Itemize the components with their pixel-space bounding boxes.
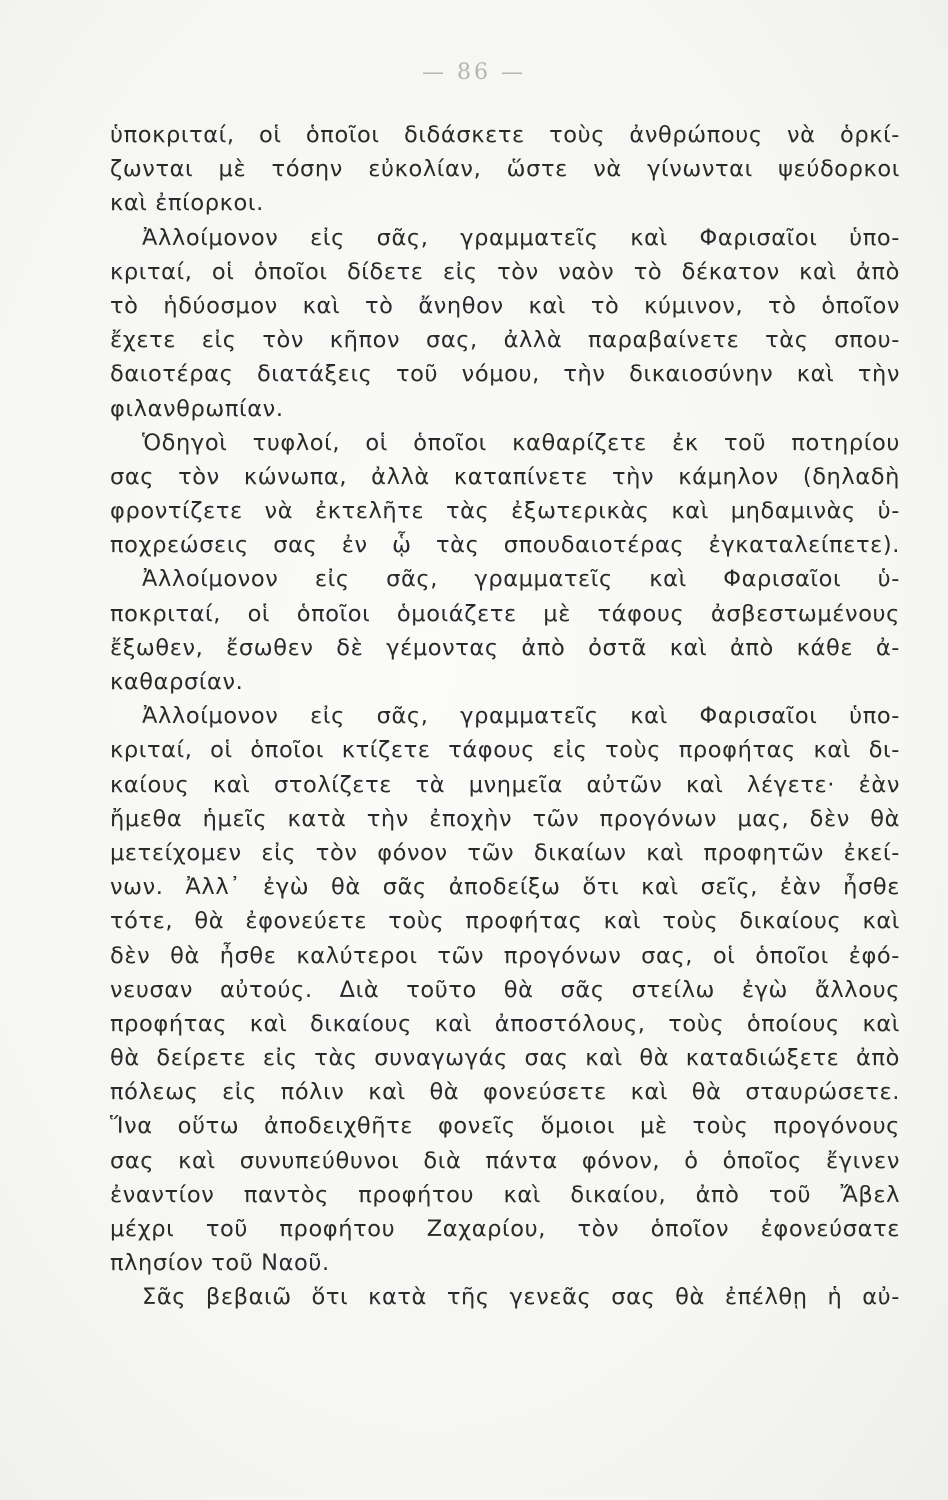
text-line: Ἀλλοίμονον εἰς σᾶς, γραμματεῖς καὶ Φαρισαῖοι ὑπο- xyxy=(142,703,900,730)
text-line: ἔχετε εἰς τὸν κῆπον σας, ἀλλὰ παραβαίνετε τὰς σπου- xyxy=(110,327,900,354)
text-line: καὶ ἐπίορκοι. xyxy=(110,190,264,217)
text-line: καίους καὶ στολίζετε τὰ μνημεῖα αὐτῶν καὶ λέγετε· ἐὰν xyxy=(110,771,900,798)
text-line: Σᾶς βεβαιῶ ὅτι κατὰ τῆς γενεᾶς σας θὰ ἐπέλθῃ ἡ αὐ- xyxy=(142,1284,900,1311)
text-line: ποκριταί, οἱ ὁποῖοι ὁμοιάζετε μὲ τάφους ἀσβεστωμένους xyxy=(110,600,900,627)
text-line: κριταί, οἱ ὁποῖοι κτίζετε τάφους εἰς τοὺς προφήτας καὶ δι- xyxy=(110,737,900,764)
text-line: νων. Ἀλλ᾿ ἐγὼ θὰ σᾶς ἀποδείξω ὅτι καὶ σεῖς, ἐὰν ἦσθε xyxy=(110,874,900,901)
text-line: ποχρεώσεις σας ἐν ᾧ τὰς σπουδαιοτέρας ἐγκαταλείπετε). xyxy=(110,532,900,559)
text-line: κριταί, οἱ ὁποῖοι δίδετε εἰς τὸν ναὸν τὸ δέκατον καὶ ἀπὸ xyxy=(110,258,900,285)
text-line: φροντίζετε νὰ ἐκτελῆτε τὰς ἐξωτερικὰς καὶ μηδαμινὰς ὑ- xyxy=(110,498,900,525)
text-line: νευσαν αὐτούς. Διὰ τοῦτο θὰ σᾶς στείλω ἐγὼ ἄλλους xyxy=(110,976,900,1003)
text-line: ἔξωθεν, ἔσωθεν δὲ γέμοντας ἀπὸ ὀστᾶ καὶ ἀπὸ κάθε ἀ- xyxy=(110,634,900,661)
text-line: θὰ δείρετε εἰς τὰς συναγωγάς σας καὶ θὰ καταδιώξετε ἀπὸ xyxy=(110,1045,900,1072)
text-line: μέχρι τοῦ προφήτου Ζαχαρίου, τὸν ὁποῖον ἐφονεύσατε xyxy=(110,1216,900,1242)
text-line: δὲν θὰ ἦσθε καλύτεροι τῶν προγόνων σας, οἱ ὁποῖοι ἐφό- xyxy=(110,942,900,969)
text-line: Ἀλλοίμονον εἰς σᾶς, γραμματεῖς καὶ Φαρισαῖοι ὑπο- xyxy=(142,224,900,251)
text-line: ἐναντίον παντὸς προφήτου καὶ δικαίου, ἀπὸ τοῦ Ἄβελ xyxy=(110,1181,900,1208)
text-line: Ὁδηγοὶ τυφλοί, οἱ ὁποῖοι καθαρίζετε ἐκ τοῦ ποτηρίου xyxy=(142,429,900,456)
text-line: τὸ ἡδύοσμον καὶ τὸ ἄνηθον καὶ τὸ κύμινον, τὸ ὁποῖον xyxy=(110,292,900,319)
page-number: — 86 — xyxy=(422,60,526,85)
text-line: φιλανθρωπίαν. xyxy=(110,395,284,422)
text-line: πλησίον τοῦ Ναοῦ. xyxy=(110,1250,330,1277)
text-line: Ἵνα οὕτω ἀποδειχθῆτε φονεῖς ὅμοιοι μὲ τοὺς προγόνους xyxy=(110,1113,900,1140)
text-line: καθαρσίαν. xyxy=(110,669,244,695)
text-line: ὑποκριταί, οἱ ὁποῖοι διδάσκετε τοὺς ἀνθρώπους νὰ ὁρκί- xyxy=(110,122,900,148)
body-text xyxy=(110,118,900,1315)
text-line: σας καὶ συνυπεύθυνοι διὰ πάντα φόνον, ὁ ὁποῖος ἔγινεν xyxy=(110,1147,900,1174)
text-line: Ἀλλοίμονον εἰς σᾶς, γραμματεῖς καὶ Φαρισαῖοι ὑ- xyxy=(142,566,900,593)
text-line: ζωνται μὲ τόσην εὐκολίαν, ὥστε νὰ γίνωνται ψεύδορκοι xyxy=(110,156,900,183)
text-line: προφήτας καὶ δικαίους καὶ ἀποστόλους, τοὺς ὁποίους καὶ xyxy=(110,1010,900,1037)
text-line: μετείχομεν εἰς τὸν φόνον τῶν δικαίων καὶ προφητῶν ἐκεί- xyxy=(110,839,900,866)
text-line: δαιοτέρας διατάξεις τοῦ νόμου, τὴν δικαιοσύνην καὶ τὴν xyxy=(110,361,900,388)
text-line: ἤμεθα ἡμεῖς κατὰ τὴν ἐποχὴν τῶν προγόνων μας, δὲν θὰ xyxy=(110,805,900,832)
text-line: τότε, θὰ ἐφονεύετε τοὺς προφήτας καὶ τοὺς δικαίους καὶ xyxy=(110,908,900,935)
text-line: σας τὸν κώνωπα, ἀλλὰ καταπίνετε τὴν κάμηλον (δηλαδὴ xyxy=(110,463,900,490)
text-line: πόλεως εἰς πόλιν καὶ θὰ φονεύσετε καὶ θὰ σταυρώσετε. xyxy=(110,1079,900,1106)
